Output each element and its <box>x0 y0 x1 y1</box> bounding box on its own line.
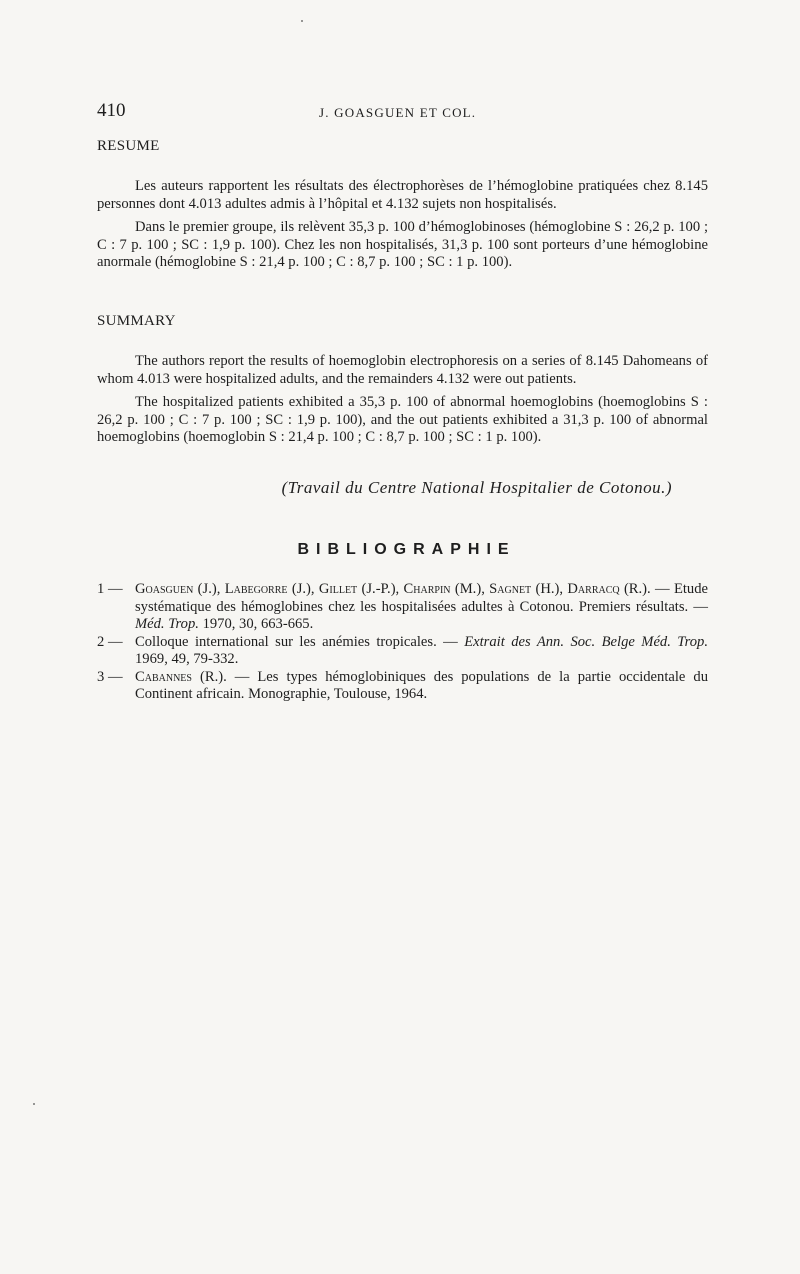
scan-speck <box>33 1103 35 1105</box>
page-header <box>97 100 707 124</box>
reference-number: 1 — <box>97 581 123 597</box>
reference-item <box>97 669 708 704</box>
summary-paragraph-1: The authors report the results of hoemoglobin electrophoresis on a series of 8.145 Dahomeans of whom 4.013 were hospitalized adults, and the remainders 4.132 were out patients. <box>97 353 708 387</box>
reference-journal: Extrait des Ann. Soc. Belge Méd. Trop. <box>464 633 709 650</box>
reference-number: 2 — <box>97 633 123 650</box>
resume-paragraph-1: Les auteurs rapportent les résultats des électrophorèses de l’hémoglobine pratiquées chez 8.145 personnes dont 4.013 adultes admis à l’hôpital et 4.132 sujets non hospitalisés. <box>97 178 708 212</box>
summary-body <box>97 353 708 453</box>
reference-number: 3 — <box>97 668 123 685</box>
reference-author-initials: (H.), <box>531 581 568 597</box>
reference-author-initials: (J.-P.), <box>357 581 404 597</box>
reference-details: 1969, 49, 79-332. <box>135 651 239 667</box>
reference-author: Gillet <box>318 581 358 597</box>
reference-author-initials: (M.), <box>450 581 490 597</box>
reference-item <box>97 581 708 634</box>
reference-details: 1970, 30, 663-665. <box>198 616 314 632</box>
institution-credit: (Travail du Centre National Hospitalier de Cotonou.) <box>281 478 672 497</box>
page-number: 410 <box>97 100 126 121</box>
reference-text: Colloque international sur les anémies tropicales. — <box>135 633 465 650</box>
reference-author: Darracq <box>567 581 620 597</box>
bibliography-title: BIBLIOGRAPHIE <box>297 541 516 558</box>
reference-author: Labegorre <box>224 581 288 597</box>
reference-author: Sagnet <box>489 581 532 597</box>
summary-paragraph-2: The hospitalized patients exhibited a 35,3 p. 100 of abnormal hoemoglobins (hoemoglobins S : 26,2 p. 100 ; C : 7 p. 100 ; SC : 1,9 p. 100), and the out patients exhibited a 31,3 p. 100 of abnormal hoemoglobins (hoemoglobin S : 21,4 p. 100 ; C : 8,7 p. 100 ; SC : 1 p. 100). <box>97 394 708 445</box>
running-title: J. GOASGUEN ET COL. <box>319 105 477 120</box>
resume-body <box>97 178 708 278</box>
reference-author: Goasguen <box>135 581 194 597</box>
reference-author-initials: (J.), <box>287 581 319 597</box>
reference-author: Charpin <box>403 581 451 597</box>
reference-author: Cabannes <box>135 668 192 685</box>
resume-heading: RESUME <box>97 138 160 154</box>
reference-journal: Méd. Trop. <box>135 616 199 632</box>
reference-text: — Les types hémoglobiniques des populations de la partie occidentale du Continent africain. Monographie, Toulouse, 1964. <box>135 668 708 702</box>
reference-item <box>97 634 708 669</box>
reference-author-initials: (R.). <box>619 581 651 597</box>
resume-paragraph-2: Dans le premier groupe, ils relèvent 35,3 p. 100 d’hémoglobinoses (hémoglobine S : 26,2 p. 100 ; C : 7 p. 100 ; SC : 1,9 p. 100). Chez les non hospitalisés, 31,3 p. 100 sont porteurs d’une hémoglobine anormale (hémoglobine S : 21,4 p. 100 ; C : 8,7 p. 100 ; SC : 1 p. 100). <box>97 219 708 270</box>
reference-list <box>97 581 708 704</box>
scan-speck <box>301 20 303 22</box>
summary-heading: SUMMARY <box>97 313 176 329</box>
reference-author-initials: (J.), <box>193 581 225 597</box>
reference-text: — Etude systématique des hémoglobines chez les hospitalisées adultes à Cotonou. Premiers résultats. — <box>135 581 708 615</box>
reference-author-initials: (R.). <box>191 668 227 685</box>
